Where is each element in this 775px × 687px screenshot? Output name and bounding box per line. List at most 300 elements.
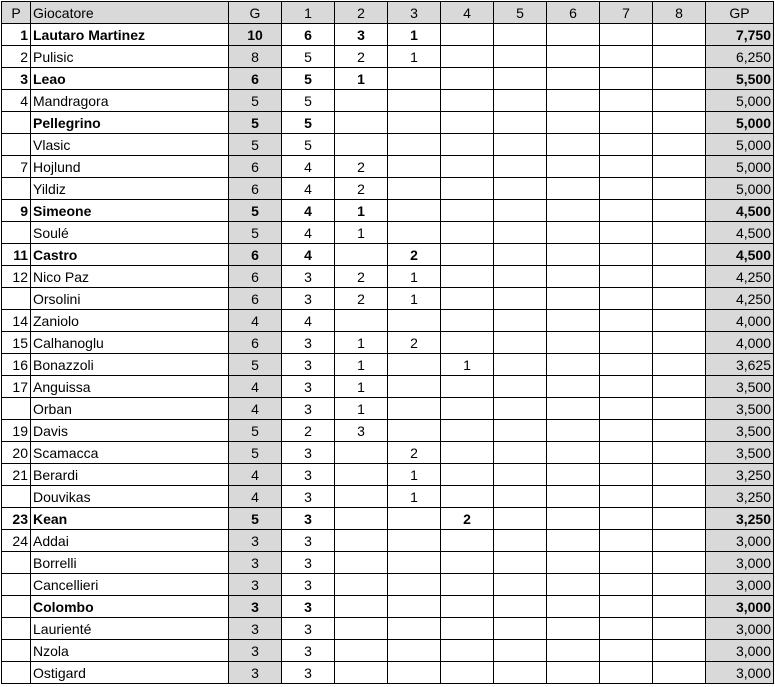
col-1-cell: 3 (282, 508, 335, 530)
col-8-cell (653, 24, 706, 46)
col-2-cell: 1 (335, 376, 388, 398)
position-cell: 12 (2, 266, 31, 288)
position-cell: 16 (2, 354, 31, 376)
col-3-cell (388, 310, 441, 332)
goals-cell: 4 (229, 486, 282, 508)
position-cell (2, 288, 31, 310)
position-cell (2, 640, 31, 662)
col-5-cell (494, 68, 547, 90)
col-8-cell (653, 530, 706, 552)
table-row (2, 134, 774, 156)
col-2-cell: 1 (335, 68, 388, 90)
col-7-cell (600, 486, 653, 508)
col-1-cell: 3 (282, 354, 335, 376)
player-name-cell: Anguissa (31, 376, 229, 398)
table-row (2, 178, 774, 200)
col-3-cell: 1 (388, 266, 441, 288)
gp-cell: 5,500 (706, 68, 774, 90)
col-4-cell (441, 310, 494, 332)
col-6-cell (547, 24, 600, 46)
player-name-cell: Ostigard (31, 662, 229, 684)
position-cell (2, 134, 31, 156)
col-8-cell (653, 376, 706, 398)
col-4-cell (441, 662, 494, 684)
col-6-cell (547, 288, 600, 310)
col-3-cell (388, 618, 441, 640)
position-cell: 17 (2, 376, 31, 398)
col-5-cell (494, 90, 547, 112)
col-4-cell (441, 134, 494, 156)
col-8-cell (653, 134, 706, 156)
col-7-cell (600, 178, 653, 200)
table-row (2, 618, 774, 640)
gp-cell: 5,000 (706, 134, 774, 156)
col-2-cell: 1 (335, 200, 388, 222)
table-row (2, 310, 774, 332)
player-name-cell: Leao (31, 68, 229, 90)
col-6-cell (547, 640, 600, 662)
col-1-cell: 3 (282, 596, 335, 618)
col-8-cell (653, 398, 706, 420)
col-3-cell (388, 354, 441, 376)
col-2-cell (335, 442, 388, 464)
col-6-cell (547, 464, 600, 486)
table-row (2, 530, 774, 552)
player-name-cell: Zaniolo (31, 310, 229, 332)
gp-cell: 6,250 (706, 46, 774, 68)
table-row (2, 200, 774, 222)
col-8-cell (653, 156, 706, 178)
col-7-cell (600, 68, 653, 90)
player-name-cell: Scamacca (31, 442, 229, 464)
col-1-cell: 3 (282, 574, 335, 596)
player-name-cell: Lautaro Martinez (31, 24, 229, 46)
col-6-cell (547, 508, 600, 530)
gp-cell: 7,750 (706, 24, 774, 46)
col-7-cell (600, 552, 653, 574)
gp-cell: 3,500 (706, 442, 774, 464)
col-4-cell (441, 112, 494, 134)
header-col-4: 4 (441, 2, 494, 24)
col-4-cell (441, 24, 494, 46)
col-2-cell: 1 (335, 222, 388, 244)
goals-cell: 10 (229, 24, 282, 46)
col-6-cell (547, 398, 600, 420)
col-7-cell (600, 156, 653, 178)
col-7-cell (600, 332, 653, 354)
col-4-cell (441, 420, 494, 442)
player-name-cell: Castro (31, 244, 229, 266)
col-5-cell (494, 442, 547, 464)
col-8-cell (653, 596, 706, 618)
goals-cell: 5 (229, 442, 282, 464)
header-position: P (2, 2, 31, 24)
col-3-cell (388, 134, 441, 156)
col-5-cell (494, 354, 547, 376)
player-name-cell: Pellegrino (31, 112, 229, 134)
col-2-cell (335, 552, 388, 574)
col-8-cell (653, 464, 706, 486)
col-1-cell: 3 (282, 442, 335, 464)
player-name-cell: Davis (31, 420, 229, 442)
col-1-cell: 3 (282, 640, 335, 662)
col-5-cell (494, 332, 547, 354)
col-1-cell: 3 (282, 464, 335, 486)
position-cell (2, 552, 31, 574)
col-7-cell (600, 134, 653, 156)
col-6-cell (547, 266, 600, 288)
col-1-cell: 5 (282, 90, 335, 112)
col-1-cell: 4 (282, 244, 335, 266)
col-4-cell (441, 68, 494, 90)
col-1-cell: 5 (282, 46, 335, 68)
col-3-cell: 2 (388, 332, 441, 354)
header-col-2: 2 (335, 2, 388, 24)
goals-cell: 6 (229, 178, 282, 200)
col-8-cell (653, 112, 706, 134)
player-name-cell: Pulisic (31, 46, 229, 68)
goals-cell: 6 (229, 68, 282, 90)
col-5-cell (494, 508, 547, 530)
col-6-cell (547, 420, 600, 442)
player-name-cell: Orban (31, 398, 229, 420)
table-row (2, 68, 774, 90)
col-6-cell (547, 618, 600, 640)
col-3-cell: 1 (388, 288, 441, 310)
col-7-cell (600, 112, 653, 134)
table-row (2, 574, 774, 596)
position-cell (2, 662, 31, 684)
col-2-cell (335, 574, 388, 596)
table-row (2, 596, 774, 618)
col-4-cell (441, 596, 494, 618)
header-col-7: 7 (600, 2, 653, 24)
col-4-cell (441, 486, 494, 508)
col-8-cell (653, 222, 706, 244)
header-player: Giocatore (31, 2, 229, 24)
col-3-cell (388, 222, 441, 244)
col-4-cell (441, 46, 494, 68)
table-row (2, 288, 774, 310)
col-5-cell (494, 486, 547, 508)
goals-cell: 3 (229, 574, 282, 596)
gp-cell: 5,000 (706, 156, 774, 178)
position-cell: 20 (2, 442, 31, 464)
col-2-cell: 1 (335, 332, 388, 354)
col-8-cell (653, 508, 706, 530)
col-4-cell (441, 552, 494, 574)
col-3-cell (388, 178, 441, 200)
table-row (2, 398, 774, 420)
gp-cell: 3,500 (706, 376, 774, 398)
col-2-cell: 1 (335, 354, 388, 376)
col-7-cell (600, 354, 653, 376)
col-4-cell (441, 200, 494, 222)
goals-cell: 5 (229, 222, 282, 244)
col-4-cell (441, 530, 494, 552)
col-5-cell (494, 574, 547, 596)
header-row (2, 2, 774, 24)
col-3-cell (388, 596, 441, 618)
col-7-cell (600, 442, 653, 464)
col-6-cell (547, 156, 600, 178)
col-3-cell (388, 530, 441, 552)
col-4-cell (441, 398, 494, 420)
col-8-cell (653, 354, 706, 376)
col-4-cell (441, 156, 494, 178)
col-4-cell (441, 90, 494, 112)
col-2-cell (335, 530, 388, 552)
col-8-cell (653, 640, 706, 662)
position-cell (2, 574, 31, 596)
gp-cell: 3,000 (706, 662, 774, 684)
col-7-cell (600, 530, 653, 552)
table-row (2, 222, 774, 244)
col-8-cell (653, 178, 706, 200)
col-5-cell (494, 178, 547, 200)
gp-cell: 4,500 (706, 244, 774, 266)
goals-cell: 6 (229, 266, 282, 288)
gp-cell: 3,250 (706, 486, 774, 508)
col-8-cell (653, 662, 706, 684)
col-2-cell (335, 90, 388, 112)
col-6-cell (547, 354, 600, 376)
col-7-cell (600, 662, 653, 684)
col-6-cell (547, 530, 600, 552)
col-3-cell (388, 90, 441, 112)
col-6-cell (547, 90, 600, 112)
col-5-cell (494, 464, 547, 486)
col-4-cell (441, 618, 494, 640)
position-cell (2, 398, 31, 420)
table-row (2, 156, 774, 178)
goals-cell: 3 (229, 640, 282, 662)
col-1-cell: 5 (282, 112, 335, 134)
col-2-cell (335, 244, 388, 266)
col-7-cell (600, 310, 653, 332)
col-3-cell (388, 156, 441, 178)
col-3-cell (388, 508, 441, 530)
position-cell: 9 (2, 200, 31, 222)
col-5-cell (494, 244, 547, 266)
header-col-5: 5 (494, 2, 547, 24)
col-1-cell: 4 (282, 222, 335, 244)
col-4-cell (441, 222, 494, 244)
table-row (2, 112, 774, 134)
col-3-cell (388, 420, 441, 442)
col-2-cell: 3 (335, 24, 388, 46)
goals-cell: 5 (229, 508, 282, 530)
col-3-cell: 1 (388, 24, 441, 46)
player-name-cell: Vlasic (31, 134, 229, 156)
col-6-cell (547, 376, 600, 398)
col-8-cell (653, 420, 706, 442)
position-cell (2, 222, 31, 244)
gp-cell: 3,250 (706, 464, 774, 486)
col-6-cell (547, 112, 600, 134)
col-3-cell (388, 376, 441, 398)
goals-cell: 3 (229, 530, 282, 552)
player-name-cell: Laurienté (31, 618, 229, 640)
col-6-cell (547, 46, 600, 68)
col-2-cell: 2 (335, 156, 388, 178)
col-7-cell (600, 222, 653, 244)
col-7-cell (600, 420, 653, 442)
col-3-cell: 2 (388, 244, 441, 266)
position-cell: 1 (2, 24, 31, 46)
col-5-cell (494, 134, 547, 156)
col-5-cell (494, 112, 547, 134)
col-1-cell: 3 (282, 332, 335, 354)
col-6-cell (547, 200, 600, 222)
gp-cell: 4,250 (706, 288, 774, 310)
col-4-cell (441, 376, 494, 398)
col-6-cell (547, 310, 600, 332)
col-7-cell (600, 596, 653, 618)
col-6-cell (547, 68, 600, 90)
position-cell: 14 (2, 310, 31, 332)
goals-cell: 6 (229, 332, 282, 354)
player-name-cell: Addai (31, 530, 229, 552)
position-cell (2, 112, 31, 134)
col-6-cell (547, 134, 600, 156)
col-1-cell: 5 (282, 134, 335, 156)
col-5-cell (494, 662, 547, 684)
table-row (2, 662, 774, 684)
col-7-cell (600, 24, 653, 46)
goals-cell: 5 (229, 200, 282, 222)
gp-cell: 5,000 (706, 90, 774, 112)
player-name-cell: Cancellieri (31, 574, 229, 596)
gp-cell: 3,000 (706, 640, 774, 662)
col-4-cell (441, 640, 494, 662)
player-name-cell: Douvikas (31, 486, 229, 508)
gp-cell: 4,250 (706, 266, 774, 288)
col-1-cell: 4 (282, 310, 335, 332)
col-6-cell (547, 552, 600, 574)
player-name-cell: Borrelli (31, 552, 229, 574)
position-cell (2, 618, 31, 640)
table-row (2, 90, 774, 112)
col-5-cell (494, 420, 547, 442)
player-name-cell: Orsolini (31, 288, 229, 310)
player-name-cell: Calhanoglu (31, 332, 229, 354)
col-5-cell (494, 398, 547, 420)
col-5-cell (494, 222, 547, 244)
col-3-cell: 1 (388, 464, 441, 486)
col-3-cell (388, 662, 441, 684)
col-3-cell: 2 (388, 442, 441, 464)
col-1-cell: 5 (282, 68, 335, 90)
col-3-cell (388, 68, 441, 90)
table-row (2, 552, 774, 574)
col-4-cell (441, 288, 494, 310)
table-row (2, 244, 774, 266)
col-4-cell (441, 178, 494, 200)
col-6-cell (547, 222, 600, 244)
goals-cell: 4 (229, 398, 282, 420)
table-body (2, 24, 774, 684)
goals-cell: 3 (229, 552, 282, 574)
col-7-cell (600, 266, 653, 288)
col-1-cell: 3 (282, 376, 335, 398)
gp-cell: 4,000 (706, 332, 774, 354)
col-5-cell (494, 618, 547, 640)
col-7-cell (600, 618, 653, 640)
col-2-cell: 2 (335, 178, 388, 200)
col-4-cell (441, 244, 494, 266)
col-3-cell (388, 112, 441, 134)
col-8-cell (653, 442, 706, 464)
col-8-cell (653, 46, 706, 68)
gp-cell: 3,000 (706, 552, 774, 574)
col-7-cell (600, 464, 653, 486)
col-8-cell (653, 288, 706, 310)
col-5-cell (494, 552, 547, 574)
goals-cell: 5 (229, 112, 282, 134)
col-8-cell (653, 244, 706, 266)
player-name-cell: Simeone (31, 200, 229, 222)
col-4-cell (441, 464, 494, 486)
gp-cell: 3,000 (706, 618, 774, 640)
col-8-cell (653, 310, 706, 332)
gp-cell: 3,250 (706, 508, 774, 530)
col-5-cell (494, 530, 547, 552)
col-1-cell: 3 (282, 398, 335, 420)
col-1-cell: 4 (282, 156, 335, 178)
col-5-cell (494, 596, 547, 618)
col-8-cell (653, 618, 706, 640)
gp-cell: 3,000 (706, 530, 774, 552)
col-4-cell: 2 (441, 508, 494, 530)
col-2-cell (335, 464, 388, 486)
position-cell: 24 (2, 530, 31, 552)
player-name-cell: Mandragora (31, 90, 229, 112)
col-1-cell: 6 (282, 24, 335, 46)
goals-cell: 3 (229, 618, 282, 640)
col-2-cell: 1 (335, 398, 388, 420)
col-3-cell (388, 200, 441, 222)
table-row (2, 508, 774, 530)
position-cell (2, 596, 31, 618)
col-2-cell (335, 310, 388, 332)
col-4-cell: 1 (441, 354, 494, 376)
col-3-cell (388, 574, 441, 596)
table-row (2, 486, 774, 508)
col-2-cell (335, 112, 388, 134)
goals-cell: 6 (229, 288, 282, 310)
col-2-cell (335, 662, 388, 684)
position-cell: 21 (2, 464, 31, 486)
col-5-cell (494, 200, 547, 222)
table-row (2, 442, 774, 464)
col-1-cell: 4 (282, 178, 335, 200)
col-3-cell (388, 552, 441, 574)
col-7-cell (600, 376, 653, 398)
goals-cell: 4 (229, 310, 282, 332)
goals-cell: 5 (229, 354, 282, 376)
col-8-cell (653, 574, 706, 596)
col-1-cell: 3 (282, 662, 335, 684)
table-row (2, 464, 774, 486)
goals-cell: 5 (229, 420, 282, 442)
header-col-3: 3 (388, 2, 441, 24)
col-4-cell (441, 442, 494, 464)
col-5-cell (494, 288, 547, 310)
col-6-cell (547, 596, 600, 618)
col-6-cell (547, 178, 600, 200)
scorers-table (1, 1, 774, 684)
